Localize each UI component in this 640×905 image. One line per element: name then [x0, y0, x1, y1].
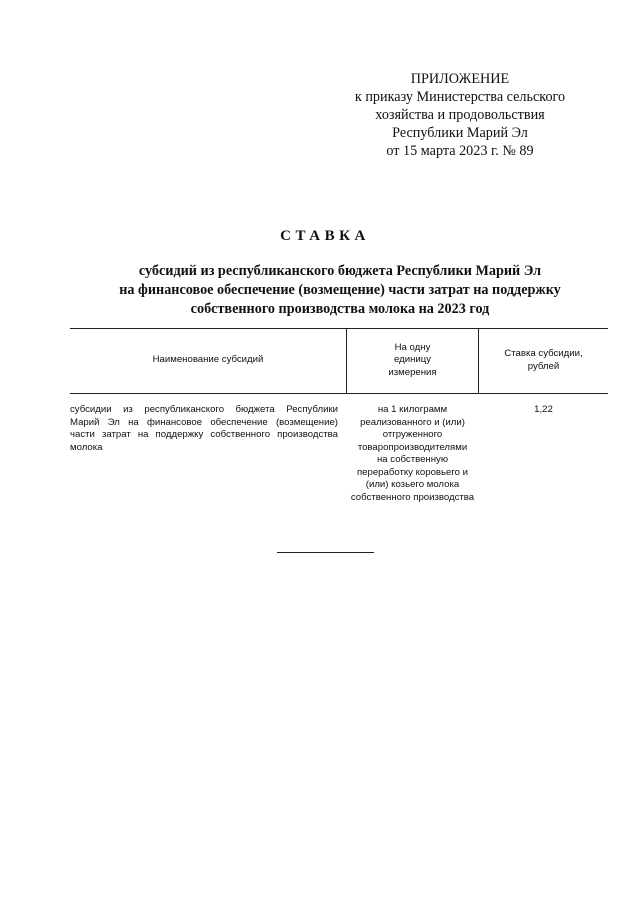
document-subtitle: [60, 262, 620, 319]
cell-text: собственного производства: [350, 491, 475, 503]
header-text: единицу: [393, 354, 432, 366]
cell-text: молока: [70, 441, 103, 453]
header-text: Наименование субсидий: [152, 354, 264, 366]
cell-text: субсидии из республиканского бюджета Республики: [70, 404, 338, 415]
table-header-rule: [70, 393, 608, 394]
subtitle-line: субсидий из республиканского бюджета Республики Марий Эл: [138, 263, 542, 279]
cell-text: переработку коровьего и: [356, 466, 469, 478]
cell-text: отгруженного: [382, 429, 443, 440]
cell-text: на собственную: [376, 454, 449, 465]
document-title: СТАВКА: [280, 228, 370, 244]
rate-value: 1,22: [534, 404, 553, 415]
closing-rule: [277, 552, 374, 553]
cell-subsidy-name: [70, 404, 338, 454]
header-rate: [479, 328, 608, 393]
appendix-line: Республики Марий Эл: [392, 125, 528, 141]
cell-unit: [347, 404, 478, 504]
cell-rate: [479, 404, 608, 417]
header-subsidy-name: [70, 328, 346, 393]
cell-text: реализованного и (или): [360, 416, 465, 428]
appendix-date-line: от 15 марта 2023 г. № 89: [386, 143, 534, 159]
appendix-block: [330, 70, 590, 160]
header-text: измерения: [388, 366, 437, 378]
header-text: На одну: [394, 341, 431, 353]
appendix-line: хозяйства и продовольствия: [375, 107, 545, 123]
header-text: рублей: [527, 360, 560, 372]
appendix-line: к приказу Министерства сельского: [354, 89, 566, 105]
cell-text: товаропроизводителями: [357, 441, 468, 453]
appendix-heading: ПРИЛОЖЕНИЕ: [410, 71, 510, 87]
header-unit: [347, 328, 478, 393]
subtitle-line: собственного производства молока на 2023 год: [190, 301, 490, 317]
cell-text: Марий Эл на финансовое обеспечение (возмещение): [70, 416, 338, 428]
cell-text: на 1 килограмм: [377, 404, 448, 415]
cell-text: части затрат на поддержку собственного производства: [70, 429, 338, 440]
cell-text: (или) козьего молока: [365, 479, 460, 490]
header-text: Ставка субсидии,: [504, 348, 583, 359]
subtitle-line: на финансовое обеспечение (возмещение) части затрат на поддержку: [119, 282, 561, 298]
